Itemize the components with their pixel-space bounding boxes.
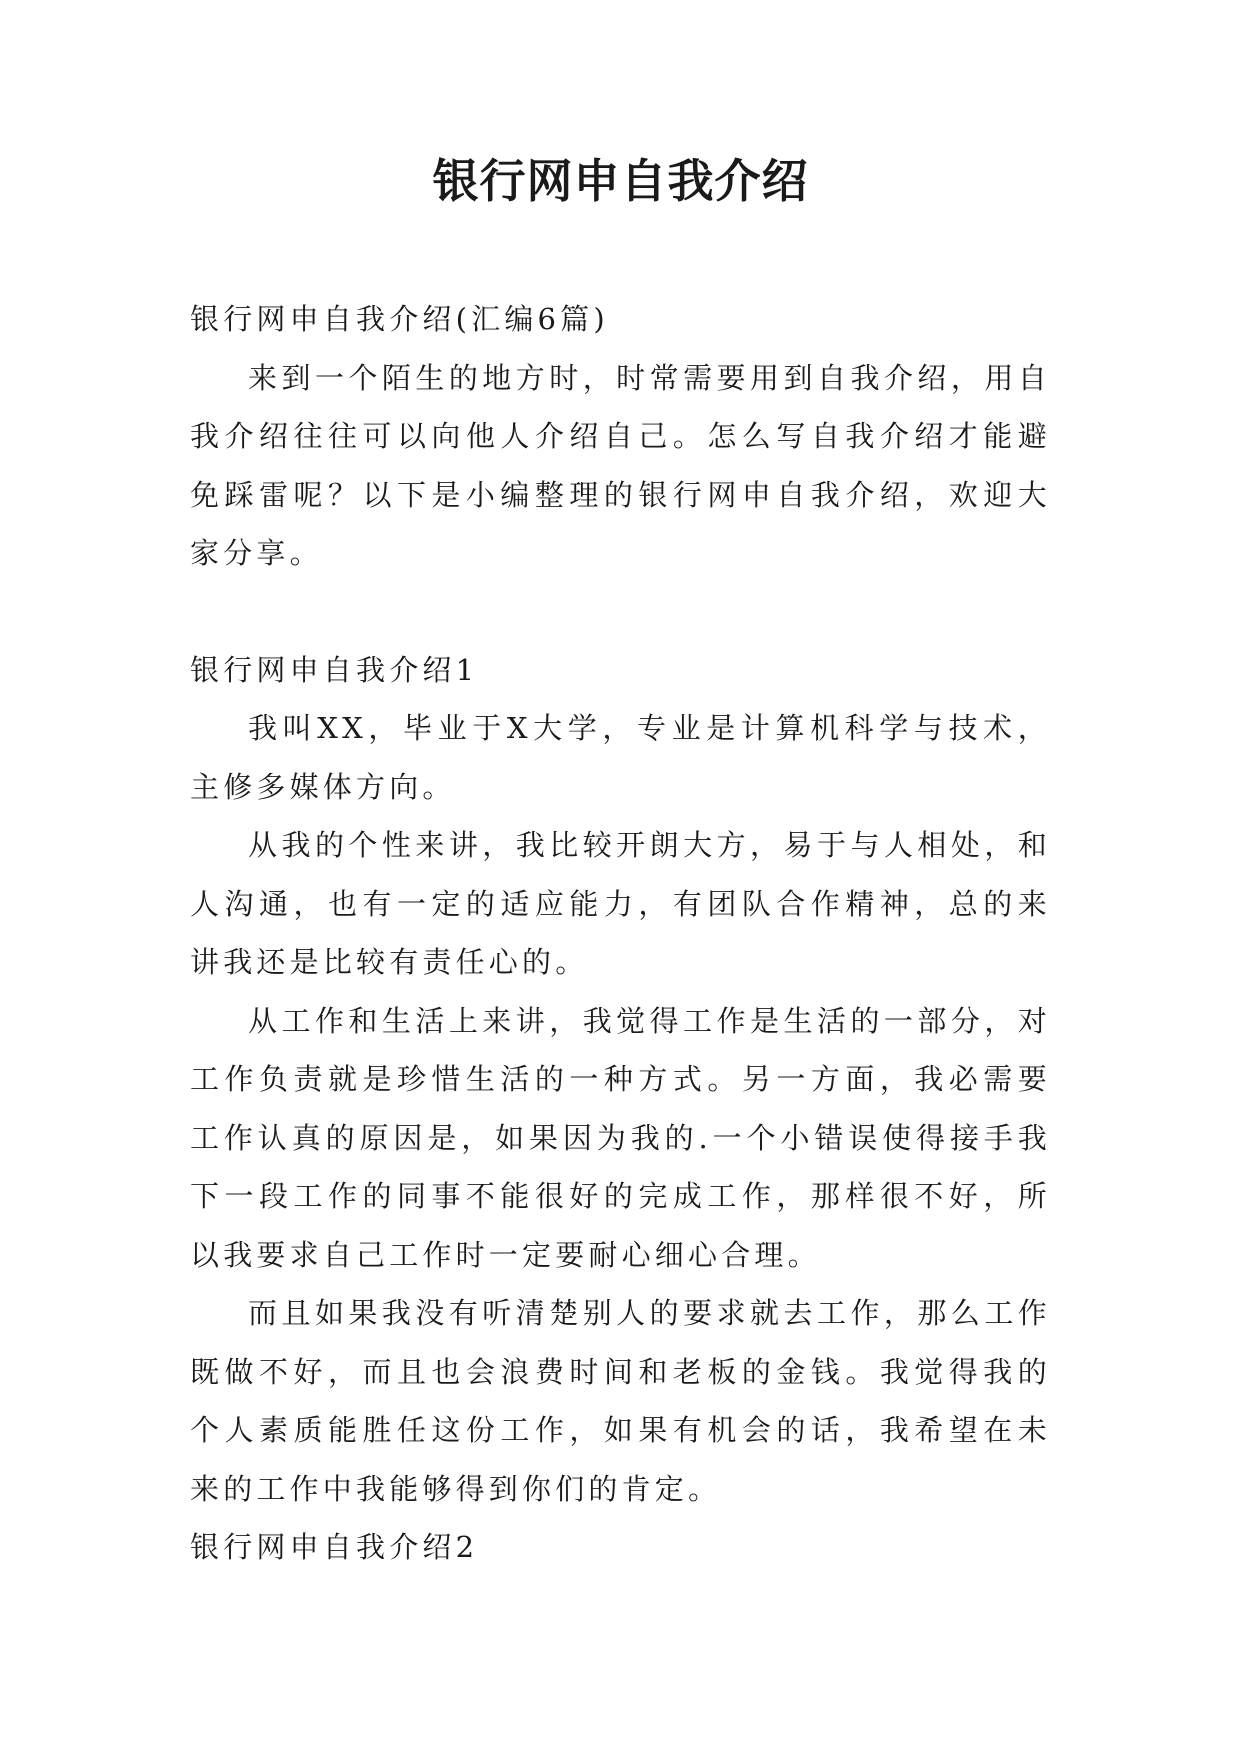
section1-paragraph-2: 从我的个性来讲，我比较开朗大方，易于与人相处，和人沟通，也有一定的适应能力，有团队合作精神，总的来讲我还是比较有责任心的。 <box>190 828 1051 979</box>
intro-paragraph: 来到一个陌生的地方时，时常需要用到自我介绍，用自我介绍往往可以向他人介绍自己。怎么写自我介绍才能避免踩雷呢？以下是小编整理的银行网申自我介绍，欢迎大家分享。 <box>190 360 1051 570</box>
section-heading-1: 银行网申自我介绍1 <box>190 652 479 687</box>
section1-paragraph-1: 我叫XX，毕业于X大学，专业是计算机科学与技术，主修多媒体方向。 <box>190 711 1051 804</box>
section1-paragraph-3: 从工作和生活上来讲，我觉得工作是生活的一部分，对工作负责就是珍惜生活的一种方式。另一方面，我必需要工作认真的原因是，如果因为我的.一个小错误使得接手我下一段工作的同事不能很好的完成工作，那样很不好，所以我要求自己工作时一定要耐心细心合理。 <box>190 1003 1051 1272</box>
section1-paragraph-4: 而且如果我没有听清楚别人的要求就去工作，那么工作既做不好，而且也会浪费时间和老板的金钱。我觉得我的个人素质能胜任这份工作，如果有机会的话，我希望在未来的工作中我能够得到你们的肯定。 <box>190 1296 1051 1506</box>
section-heading-2: 银行网申自我介绍2 <box>190 1530 479 1564</box>
document-title: 银行网申自我介绍 <box>432 154 809 208</box>
spacer <box>190 583 1051 641</box>
document-subtitle: 银行网申自我介绍(汇编6篇) <box>190 302 609 336</box>
